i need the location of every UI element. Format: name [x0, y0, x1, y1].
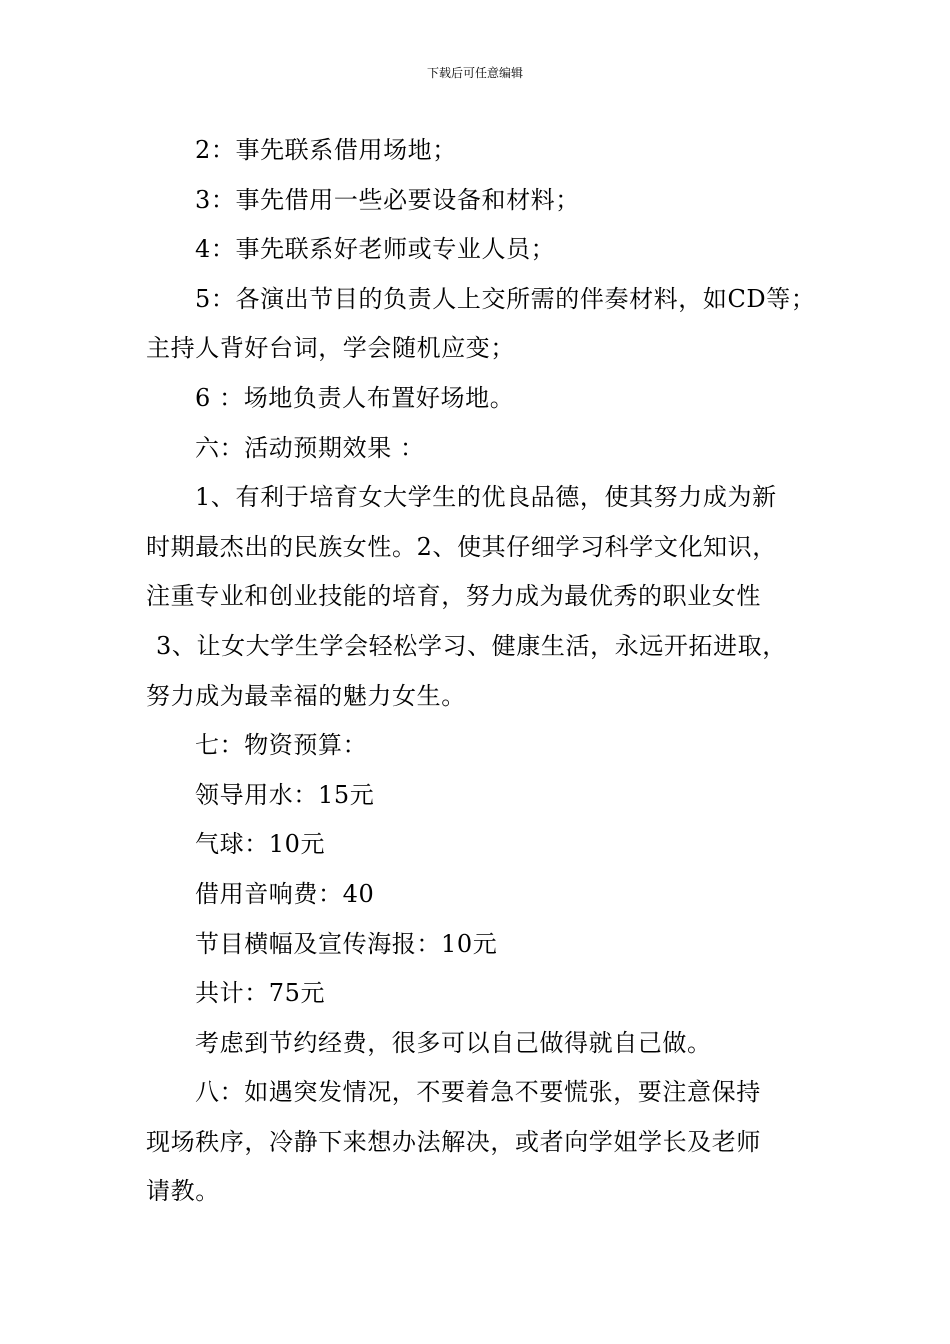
text-line: 4：事先联系好老师或专业人员；	[195, 235, 556, 264]
text-line: 3：事先借用一些必要设备和材料；	[195, 185, 580, 214]
budget-item: 领导用水：15元	[195, 780, 375, 809]
section-heading: 六：活动预期效果 ：	[195, 433, 425, 462]
text-line: 1、有利于培育女大学生的优良品德，使其努力成为新	[195, 483, 777, 512]
text-line: 现场秩序，冷静下来想办法解决，或者向学姐学长及老师	[146, 1127, 761, 1156]
document-body	[146, 126, 836, 1217]
budget-total: 共计：75元	[195, 979, 326, 1008]
text-line: 6 ：场地负责人布置好场地。	[195, 383, 515, 412]
budget-item: 节目横幅及宣传海报：10元	[195, 929, 498, 958]
text-line: 考虑到节约经费，很多可以自己做得就自己做。	[195, 1028, 712, 1057]
section-heading: 八：如遇突发情况，不要着急不要慌张，要注意保持	[195, 1078, 761, 1107]
text-line: 努力成为最幸福的魅力女生。	[146, 681, 466, 710]
text-line: 注重专业和创业技能的培育，努力成为最优秀的职业女性	[146, 582, 761, 611]
text-line: 3、让女大学生学会轻松学习、健康生活，永远开拓进取，	[156, 631, 787, 660]
section-heading: 七：物资预算：	[195, 731, 368, 760]
text-line: 时期最杰出的民族女性。2、使其仔细学习科学文化知识，	[146, 532, 777, 561]
budget-item: 气球：10元	[195, 830, 326, 859]
page-header: 下载后可任意编辑	[426, 66, 523, 80]
text-line: 5：各演出节目的负责人上交所需的伴奏材料，如CD等；	[195, 284, 816, 313]
text-line: 2：事先联系借用场地；	[195, 136, 457, 164]
text-line: 主持人背好台词，学会随机应变；	[146, 334, 515, 363]
budget-item: 借用音响费：40	[195, 879, 375, 908]
text-line: 请教。	[146, 1177, 220, 1206]
